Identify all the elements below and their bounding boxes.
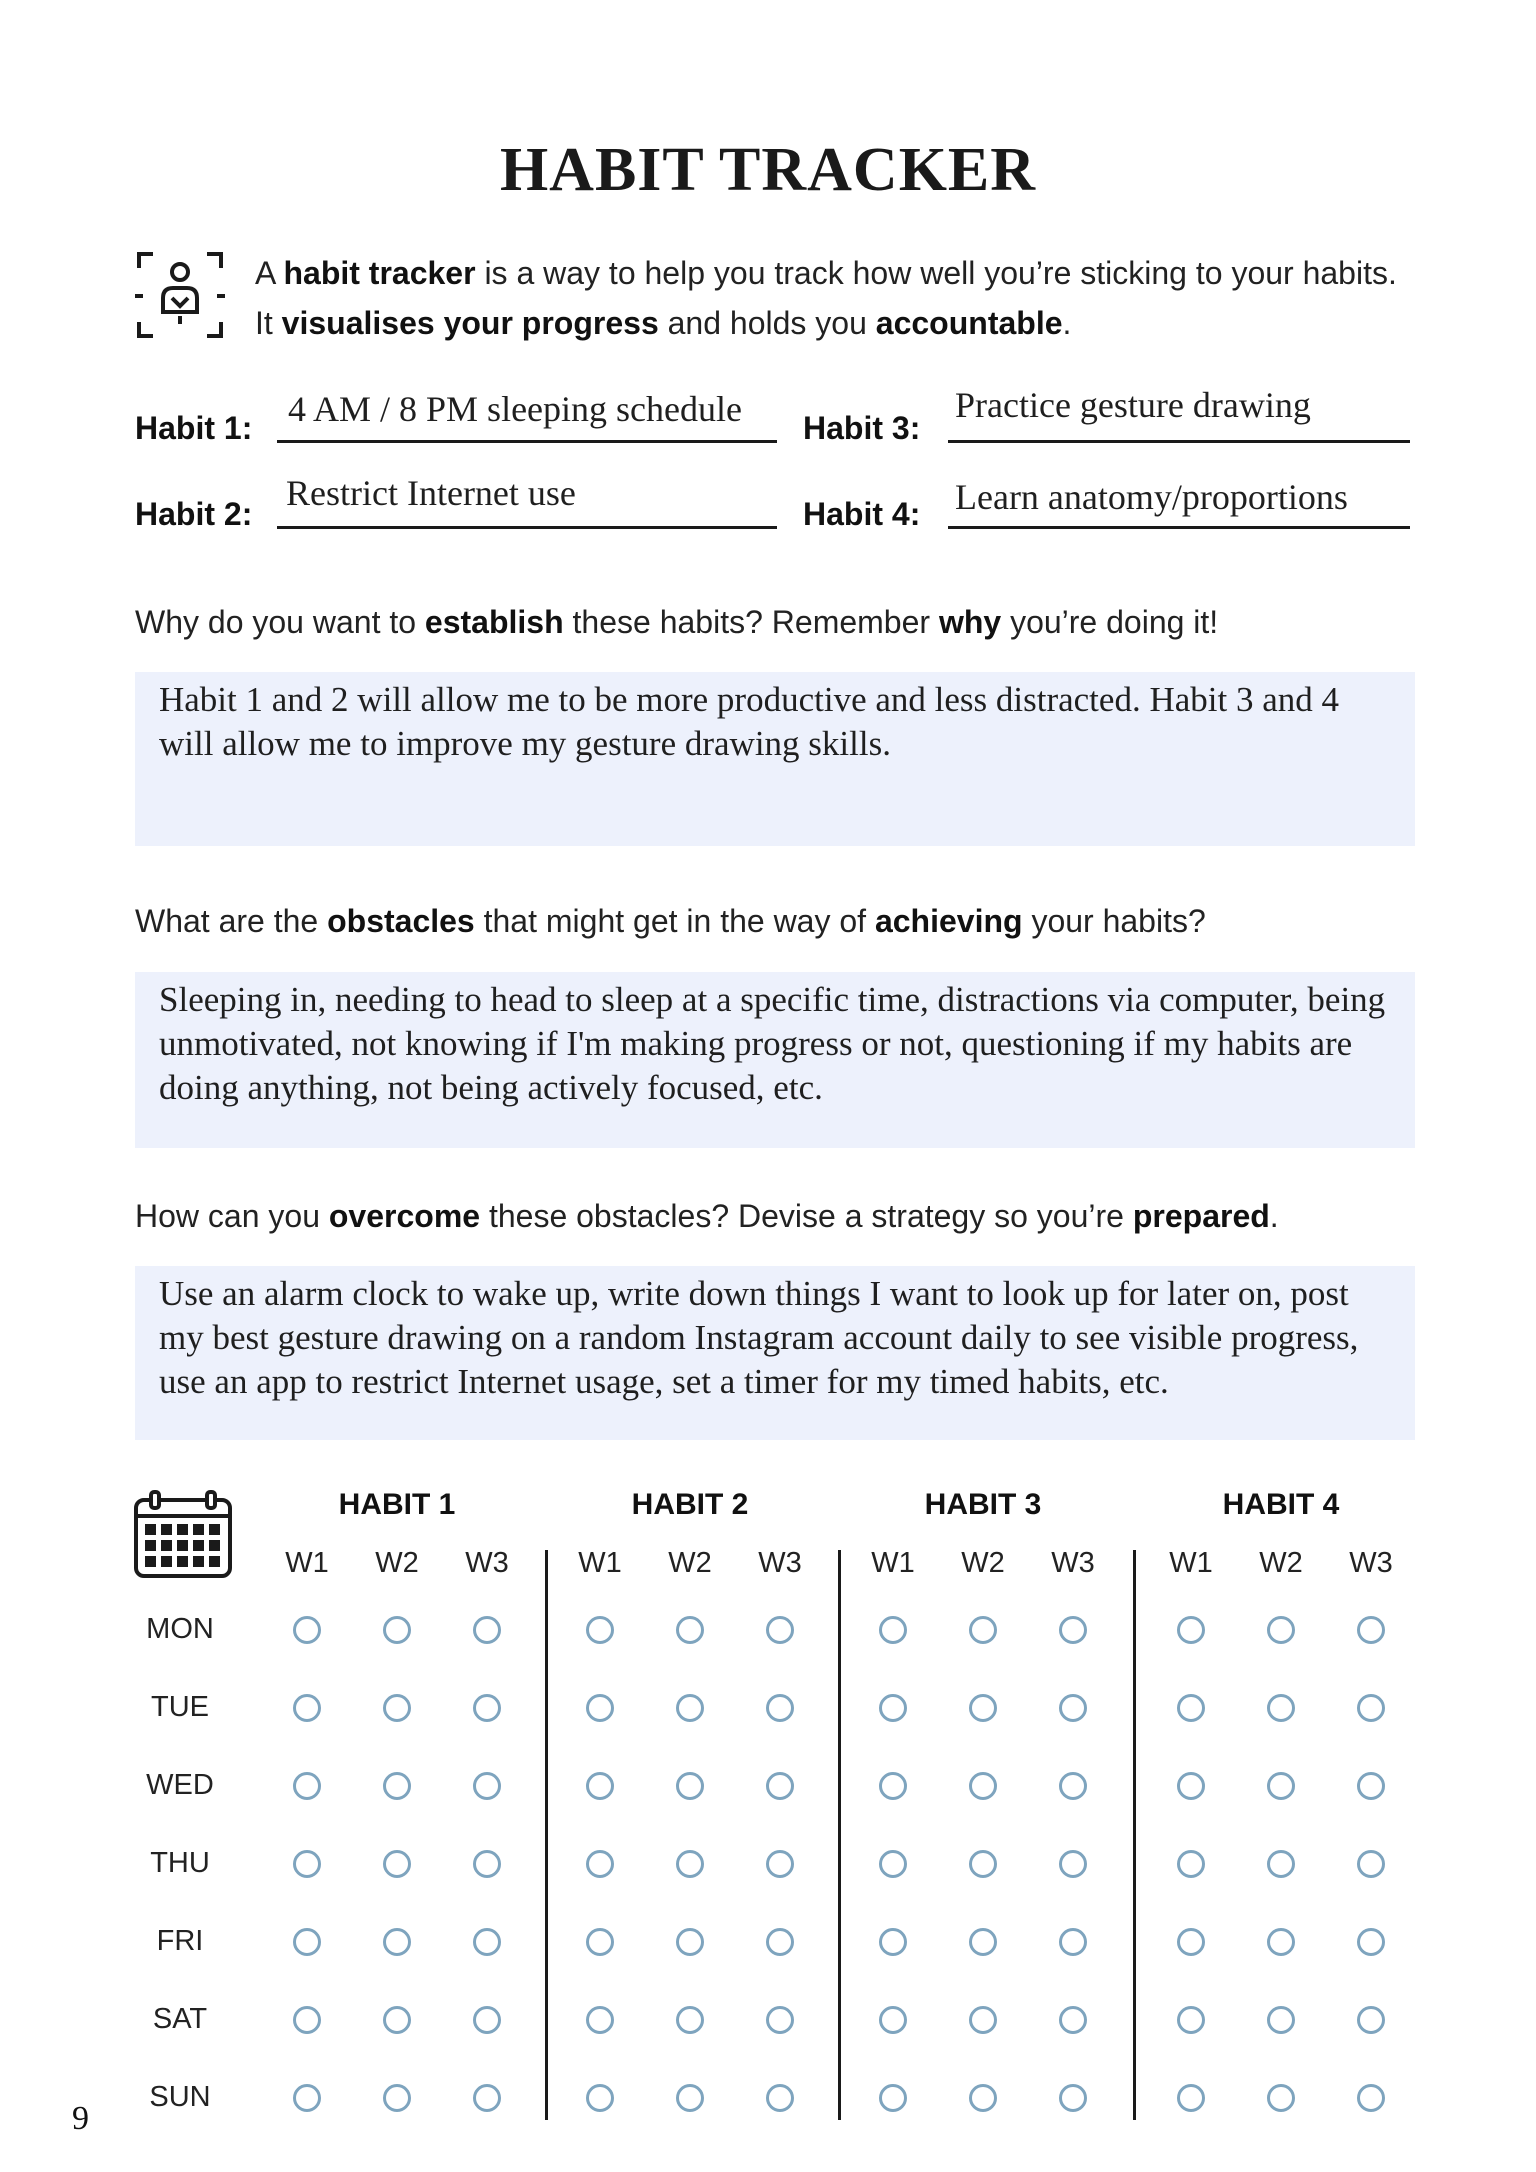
checkbox-habit3-w2-thu[interactable] [969,1850,997,1878]
checkbox-habit4-w3-thu[interactable] [1357,1850,1385,1878]
habit-3-underline [948,437,1410,443]
checkbox-habit1-w1-sun[interactable] [293,2084,321,2112]
checkbox-habit4-w1-sat[interactable] [1177,2006,1205,2034]
checkbox-habit2-w3-tue[interactable] [766,1694,794,1722]
tracker-habit-3-header: HABIT 3 [924,1488,1042,1521]
week-label: W3 [1349,1547,1393,1579]
week-label: W2 [375,1547,419,1579]
day-label-tue: TUE [151,1691,209,1723]
week-label: W3 [1051,1547,1095,1579]
calendar-cell [193,1524,204,1535]
checkbox-habit2-w1-mon[interactable] [586,1616,614,1644]
checkbox-habit3-w1-sat[interactable] [879,2006,907,2034]
checkbox-habit4-w2-thu[interactable] [1267,1850,1295,1878]
checkbox-habit1-w1-thu[interactable] [293,1850,321,1878]
day-label-thu: THU [150,1847,210,1879]
checkbox-habit2-w2-mon[interactable] [676,1616,704,1644]
checkbox-habit1-w1-fri[interactable] [293,1928,321,1956]
tracker-habit-4-header: HABIT 4 [1222,1488,1340,1521]
checkbox-habit2-w1-fri[interactable] [586,1928,614,1956]
habit-column-divider [545,1550,548,2120]
checkbox-habit1-w2-sat[interactable] [383,2006,411,2034]
habit-1-label: Habit 1: [135,410,253,446]
day-label-sat: SAT [152,2003,208,2035]
habit-4-label: Habit 4: [803,496,921,532]
calendar-cell [193,1540,204,1551]
checkbox-habit3-w1-fri[interactable] [879,1928,907,1956]
habit-4-field[interactable]: Learn anatomy/proportions [955,477,1348,517]
calendar-cell [209,1524,220,1535]
checkbox-habit2-w1-sun[interactable] [586,2084,614,2112]
checkbox-habit3-w3-tue[interactable] [1059,1694,1087,1722]
week-label: W3 [465,1547,509,1579]
checkbox-habit4-w1-mon[interactable] [1177,1616,1205,1644]
checkbox-habit1-w3-sat[interactable] [473,2006,501,2034]
habit-3-field[interactable]: Practice gesture drawing [955,385,1311,425]
checkbox-habit1-w2-fri[interactable] [383,1928,411,1956]
question-why: Why do you want to establish these habits? Remember why you’re doing it! [135,604,1219,640]
checkbox-habit4-w2-mon[interactable] [1267,1616,1295,1644]
habit-column-divider [838,1550,841,2120]
checkbox-habit3-w2-sat[interactable] [969,2006,997,2034]
checkbox-habit4-w2-sun[interactable] [1267,2084,1295,2112]
checkbox-habit1-w2-mon[interactable] [383,1616,411,1644]
checkbox-habit4-w3-fri[interactable] [1357,1928,1385,1956]
answer-obstacles-text: Sleeping in, needing to head to sleep at a specific time, distractions via computer, being unmotivated, not knowing if I'm making progress or not, questioning if my habits are doing anything, not being actively focused, etc. [159,980,1386,1107]
calendar-cell [193,1556,204,1567]
checkbox-habit4-w3-wed[interactable] [1357,1772,1385,1800]
habit-person-icon [135,250,225,340]
day-label-mon: MON [146,1613,214,1645]
calendar-cell [161,1540,172,1551]
checkbox-habit3-w2-tue[interactable] [969,1694,997,1722]
checkbox-habit1-w2-thu[interactable] [383,1850,411,1878]
question-overcome: How can you overcome these obstacles? Devise a strategy so you’re prepared. [135,1198,1279,1234]
week-label: W1 [285,1547,329,1579]
habit-column-divider [1133,1550,1136,2120]
habit-2-field[interactable]: Restrict Internet use [286,473,576,513]
checkbox-habit3-w2-mon[interactable] [969,1616,997,1644]
checkbox-habit2-w3-mon[interactable] [766,1616,794,1644]
week-label: W2 [1259,1547,1303,1579]
checkbox-habit3-w1-tue[interactable] [879,1694,907,1722]
checkbox-habit2-w3-thu[interactable] [766,1850,794,1878]
checkbox-habit3-w2-sun[interactable] [969,2084,997,2112]
calendar-cell [177,1540,188,1551]
habit-2-underline [277,523,777,529]
checkbox-habit3-w1-sun[interactable] [879,2084,907,2112]
answer-obstacles-box[interactable] [135,972,1415,1148]
answer-why-box[interactable] [135,672,1415,846]
checkbox-habit2-w2-thu[interactable] [676,1850,704,1878]
checkbox-habit1-w3-wed[interactable] [473,1772,501,1800]
habit-1-field[interactable]: 4 AM / 8 PM sleeping schedule [288,389,742,429]
checkbox-habit4-w1-fri[interactable] [1177,1928,1205,1956]
day-label-fri: FRI [156,1925,204,1957]
checkbox-habit3-w3-wed[interactable] [1059,1772,1087,1800]
checkbox-habit3-w3-fri[interactable] [1059,1928,1087,1956]
checkbox-habit4-w2-wed[interactable] [1267,1772,1295,1800]
checkbox-habit1-w2-sun[interactable] [383,2084,411,2112]
week-label: W1 [1169,1547,1213,1579]
habit-2-label: Habit 2: [135,496,253,532]
checkbox-habit4-w2-sat[interactable] [1267,2006,1295,2034]
week-label: W2 [668,1547,712,1579]
checkbox-habit4-w3-tue[interactable] [1357,1694,1385,1722]
checkbox-habit2-w3-sun[interactable] [766,2084,794,2112]
checkbox-habit4-w1-tue[interactable] [1177,1694,1205,1722]
checkbox-habit2-w2-wed[interactable] [676,1772,704,1800]
checkbox-habit1-w3-thu[interactable] [473,1850,501,1878]
week-label: W2 [961,1547,1005,1579]
checkbox-habit3-w2-wed[interactable] [969,1772,997,1800]
checkbox-habit3-w3-mon[interactable] [1059,1616,1087,1644]
calendar-cell [145,1540,156,1551]
checkbox-habit4-w3-sat[interactable] [1357,2006,1385,2034]
checkbox-habit3-w1-mon[interactable] [879,1616,907,1644]
checkbox-habit4-w3-mon[interactable] [1357,1616,1385,1644]
checkbox-habit1-w3-tue[interactable] [473,1694,501,1722]
checkbox-habit4-w2-tue[interactable] [1267,1694,1295,1722]
checkbox-habit1-w1-sat[interactable] [293,2006,321,2034]
checkbox-habit2-w3-wed[interactable] [766,1772,794,1800]
checkbox-habit1-w2-wed[interactable] [383,1772,411,1800]
calendar-cell [161,1524,172,1535]
checkbox-habit2-w3-fri[interactable] [766,1928,794,1956]
habit-4-underline [948,523,1410,529]
calendar-cell [145,1556,156,1567]
checkbox-habit2-w1-sat[interactable] [586,2006,614,2034]
checkbox-habit2-w2-fri[interactable] [676,1928,704,1956]
answer-why-text: Habit 1 and 2 will allow me to be more productive and less distracted. Habit 3 and 4 will allow me to improve my gesture drawing skills. [159,680,1339,763]
checkbox-habit2-w1-wed[interactable] [586,1772,614,1800]
calendar-cell [145,1524,156,1535]
checkbox-habit4-w3-sun[interactable] [1357,2084,1385,2112]
checkbox-habit2-w2-sat[interactable] [676,2006,704,2034]
checkbox-habit1-w3-mon[interactable] [473,1616,501,1644]
calendar-cell [209,1540,220,1551]
answer-overcome-text: Use an alarm clock to wake up, write down things I want to look up for later on, post my best gesture drawing on a random Instagram account daily to see visible progress, use an app to restrict Internet usage, set a timer for my timed habits, etc. [159,1274,1359,1401]
checkbox-habit2-w1-tue[interactable] [586,1694,614,1722]
page-title: HABIT TRACKER [499,136,1037,204]
week-label: W1 [578,1547,622,1579]
checkbox-habit2-w2-tue[interactable] [676,1694,704,1722]
week-label: W1 [871,1547,915,1579]
tracker-habit-2-header: HABIT 2 [631,1488,749,1521]
checkbox-habit3-w3-sun[interactable] [1059,2084,1087,2112]
checkbox-habit2-w2-sun[interactable] [676,2084,704,2112]
checkbox-habit3-w3-thu[interactable] [1059,1850,1087,1878]
checkbox-habit2-w1-thu[interactable] [586,1850,614,1878]
checkbox-habit1-w1-tue[interactable] [293,1694,321,1722]
week-label: W3 [758,1547,802,1579]
checkbox-habit1-w3-sun[interactable] [473,2084,501,2112]
checkbox-habit1-w2-tue[interactable] [383,1694,411,1722]
checkbox-habit2-w3-sat[interactable] [766,2006,794,2034]
checkbox-habit1-w3-fri[interactable] [473,1928,501,1956]
answer-overcome-box[interactable] [135,1266,1415,1440]
habit-3-label: Habit 3: [803,410,921,446]
page-number: 9 [72,2100,89,2137]
calendar-cell [177,1524,188,1535]
checkbox-habit1-w1-wed[interactable] [293,1772,321,1800]
calendar-cell [177,1556,188,1567]
checkbox-habit4-w1-wed[interactable] [1177,1772,1205,1800]
intro-text: A habit tracker is a way to help you track how well you’re sticking to your habits. It visualises your progress and holds you accountable. [255,255,1397,341]
question-obstacles: What are the obstacles that might get in the way of achieving your habits? [135,903,1206,939]
checkbox-habit1-w1-mon[interactable] [293,1616,321,1644]
calendar-cell [161,1556,172,1567]
calendar-cell [209,1556,220,1567]
calendar-icon [133,1490,233,1580]
checkbox-habit3-w1-wed[interactable] [879,1772,907,1800]
checkbox-habit3-w3-sat[interactable] [1059,2006,1087,2034]
day-label-sun: SUN [149,2081,211,2113]
checkbox-habit4-w2-fri[interactable] [1267,1928,1295,1956]
checkbox-habit3-w2-fri[interactable] [969,1928,997,1956]
day-label-wed: WED [146,1769,214,1801]
tracker-habit-1-header: HABIT 1 [338,1488,456,1521]
checkbox-habit4-w1-sun[interactable] [1177,2084,1205,2112]
checkbox-habit3-w1-thu[interactable] [879,1850,907,1878]
checkbox-habit4-w1-thu[interactable] [1177,1850,1205,1878]
habit-1-underline [277,437,777,443]
